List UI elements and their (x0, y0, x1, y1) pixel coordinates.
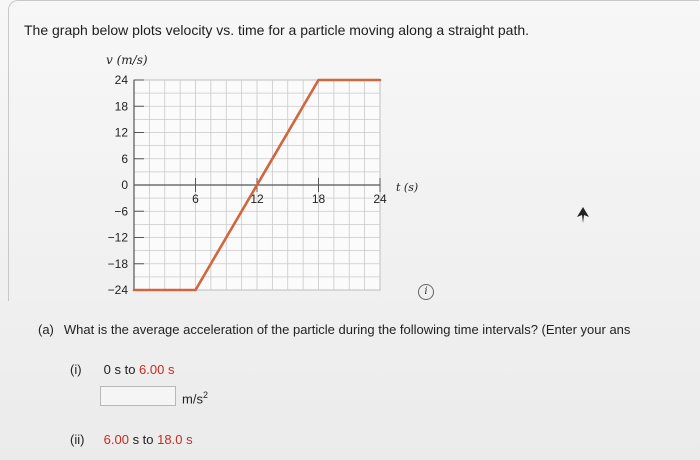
part-i (70, 362, 174, 377)
mouse-cursor-icon (577, 207, 589, 223)
part-ii-from: 6.00 (103, 432, 129, 447)
y-tick-label: −18 (107, 256, 128, 271)
y-tick-label: −12 (107, 230, 128, 245)
part-i-unit-base: m/s (182, 391, 203, 407)
x-axis-label: t (s) (396, 181, 419, 194)
part-i-number: (i) (70, 362, 82, 377)
part-i-to: 6.00 s (139, 362, 175, 377)
y-tick-label: 24 (114, 73, 128, 87)
x-tick-label: 18 (311, 192, 326, 206)
question-a (38, 322, 630, 337)
y-tick-label: 6 (121, 151, 128, 166)
part-ii (70, 432, 193, 447)
info-icon[interactable]: i (418, 284, 434, 300)
y-tick-label: −24 (107, 283, 128, 297)
y-tick-label: 18 (114, 99, 128, 114)
x-tick-label: 24 (373, 192, 387, 206)
question-a-text: What is the average acceleration of the particle during the following time intervals? (Enter your ans (63, 322, 631, 337)
question-a-number: (a) (38, 322, 54, 337)
y-axis-label: v (m/s) (106, 53, 148, 67)
part-ii-mid: s to (132, 432, 154, 447)
x-tick-label: 12 (250, 192, 264, 206)
part-ii-to: 18.0 s (157, 432, 193, 447)
part-i-from: 0 s to (103, 362, 136, 377)
part-i-unit (182, 390, 208, 406)
x-tick-label: 6 (192, 192, 199, 206)
y-tick-label: 12 (114, 125, 128, 140)
part-i-answer-input[interactable] (100, 386, 176, 406)
problem-statement: The graph below plots velocity vs. time for a particle moving along a straight path. (24, 22, 530, 38)
y-tick-label: 0 (121, 178, 128, 192)
part-ii-number: (ii) (70, 432, 85, 447)
part-i-unit-exponent: 2 (202, 390, 208, 400)
y-tick-label: −6 (114, 204, 128, 219)
